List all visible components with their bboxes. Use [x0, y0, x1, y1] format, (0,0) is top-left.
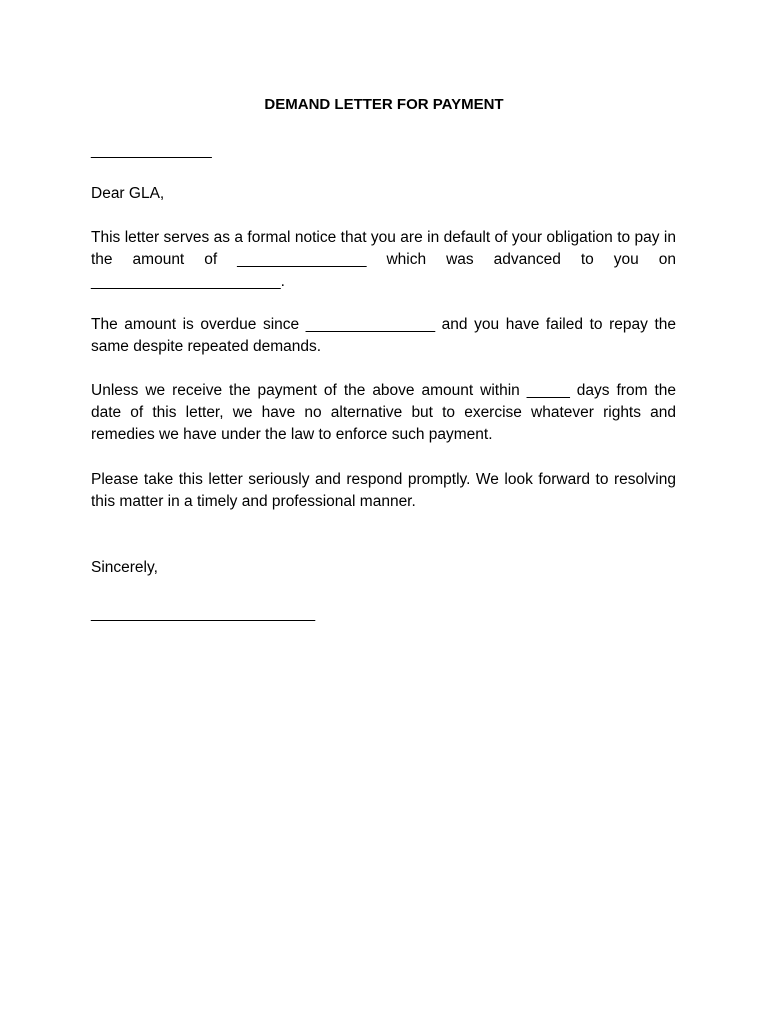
salutation: Dear GLA,: [91, 185, 165, 202]
paragraph-deadline: Unless we receive the payment of the above amount within _____ days from the date of this letter, we have no alternative but to exercise whatever rights and remedies we have under the law to enforce such payment.: [91, 382, 676, 443]
paragraph-notice: This letter serves as a formal notice that you are in default of your obligation to pay in the amount of _______________ which was advanced to you on ______________________.: [91, 229, 676, 290]
signature-line: __________________________: [91, 605, 316, 622]
closing: Sincerely,: [91, 559, 158, 576]
date-line: ______________: [91, 142, 212, 159]
paragraph-request: Please take this letter seriously and respond promptly. We look forward to resolving this matter in a timely and professional manner.: [91, 471, 676, 510]
letter-title: DEMAND LETTER FOR PAYMENT: [264, 96, 504, 113]
paragraph-overdue: The amount is overdue since _______________ and you have failed to repay the same despite repeated demands.: [91, 316, 676, 355]
